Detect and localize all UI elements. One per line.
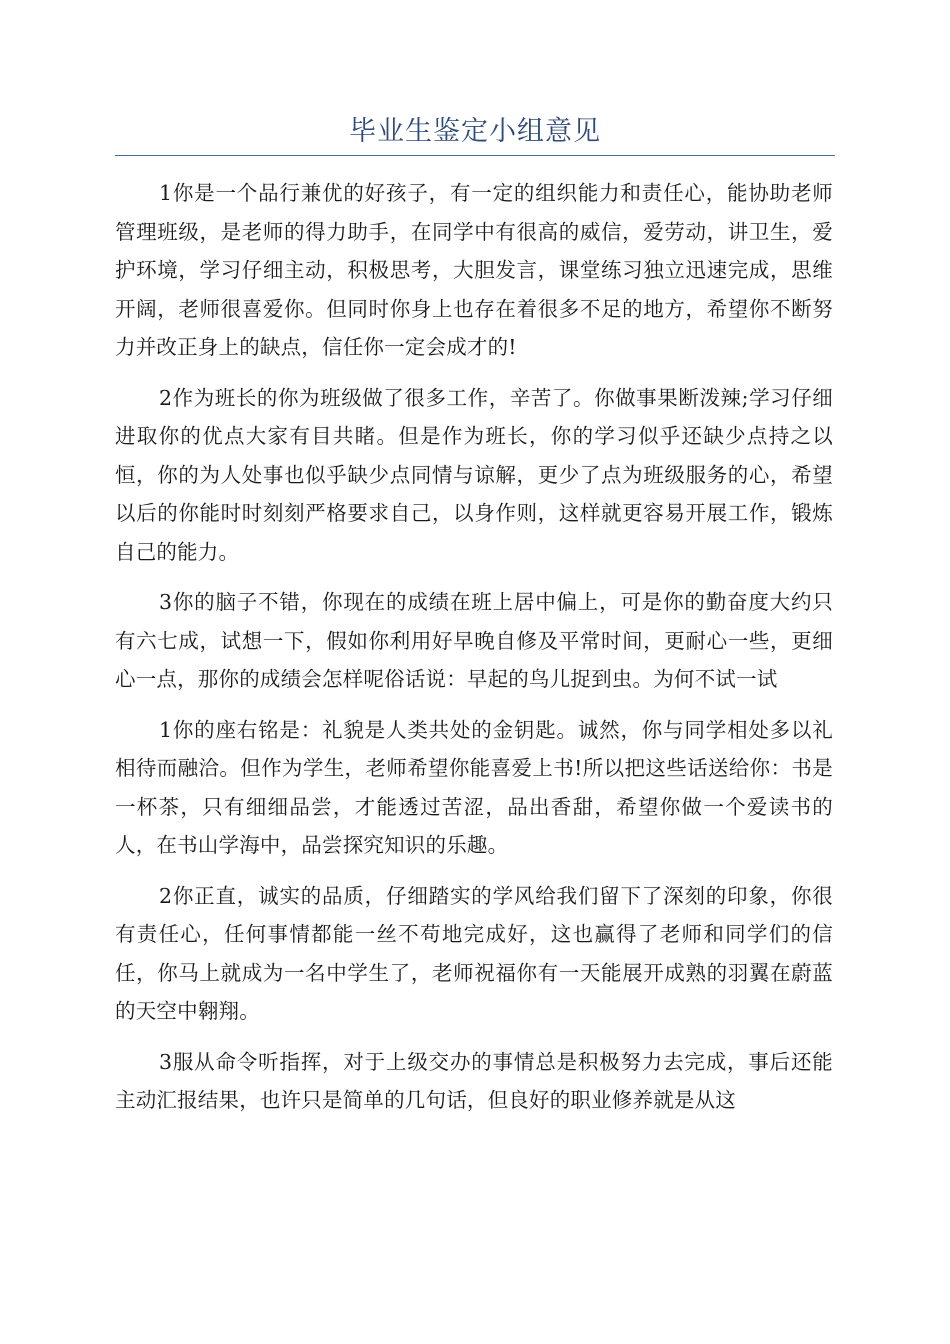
paragraph-6: 3服从命令听指挥，对于上级交办的事情总是积极努力去完成，事后还能主动汇报结果，也许只是简单的几句话，但良好的职业修养就是从这 <box>115 1049 833 1112</box>
document-body <box>115 174 833 1132</box>
title-underline <box>115 155 835 156</box>
paragraph-5: 2你正直，诚实的品质，仔细踏实的学风给我们留下了深刻的印象，你很有责任心，任何事情都能一丝不苟地完成好，这也赢得了老师和同学们的信任，你马上就成为一名中学生了，老师祝福你有一天能展开成熟的羽翼在蔚蓝的天空中翱翔。 <box>115 883 833 1023</box>
paragraph-1: 1你是一个品行兼优的好孩子，有一定的组织能力和责任心，能协助老师管理班级，是老师的得力助手，在同学中有很高的威信，爱劳动，讲卫生，爱护环境，学习仔细主动，积极思考，大胆发言，课堂练习独立迅速完成，思维开阔，老师很喜爱你。但同时你身上也存在着很多不足的地方，希望你不断努力并改正身上的缺点，信任你一定会成才的! <box>115 181 833 359</box>
document-title: 毕业生鉴定小组意见 <box>349 116 601 147</box>
paragraph-2: 2作为班长的你为班级做了很多工作，辛苦了。你做事果断泼辣;学习仔细进取你的优点大家有目共睹。但是作为班长，你的学习似乎还缺少点持之以恒，你的为人处事也似乎缺少点同情与谅解，更少了点为班级服务的心，希望以后的你能时时刻刻严格要求自己，以身作则，这样就更容易开展工作，锻炼自己的能力。 <box>115 385 833 564</box>
paragraph-3: 3你的脑子不错，你现在的成绩在班上居中偏上，可是你的勤奋度大约只有六七成，试想一下，假如你利用好早晚自修及平常时间，更耐心一些，更细心一点，那你的成绩会怎样呢俗话说：早起的鸟儿捉到虫。为何不试一试 <box>115 590 833 691</box>
paragraph-4: 1你的座右铭是：礼貌是人类共处的金钥匙。诚然，你与同学相处多以礼相待而融洽。但作为学生，老师希望你能喜爱上书!所以把这些话送给你：书是一杯茶，只有细细品尝，才能透过苦涩，品出香甜，希望你做一个爱读书的人，在书山学海中，品尝探究知识的乐趣。 <box>115 717 833 857</box>
